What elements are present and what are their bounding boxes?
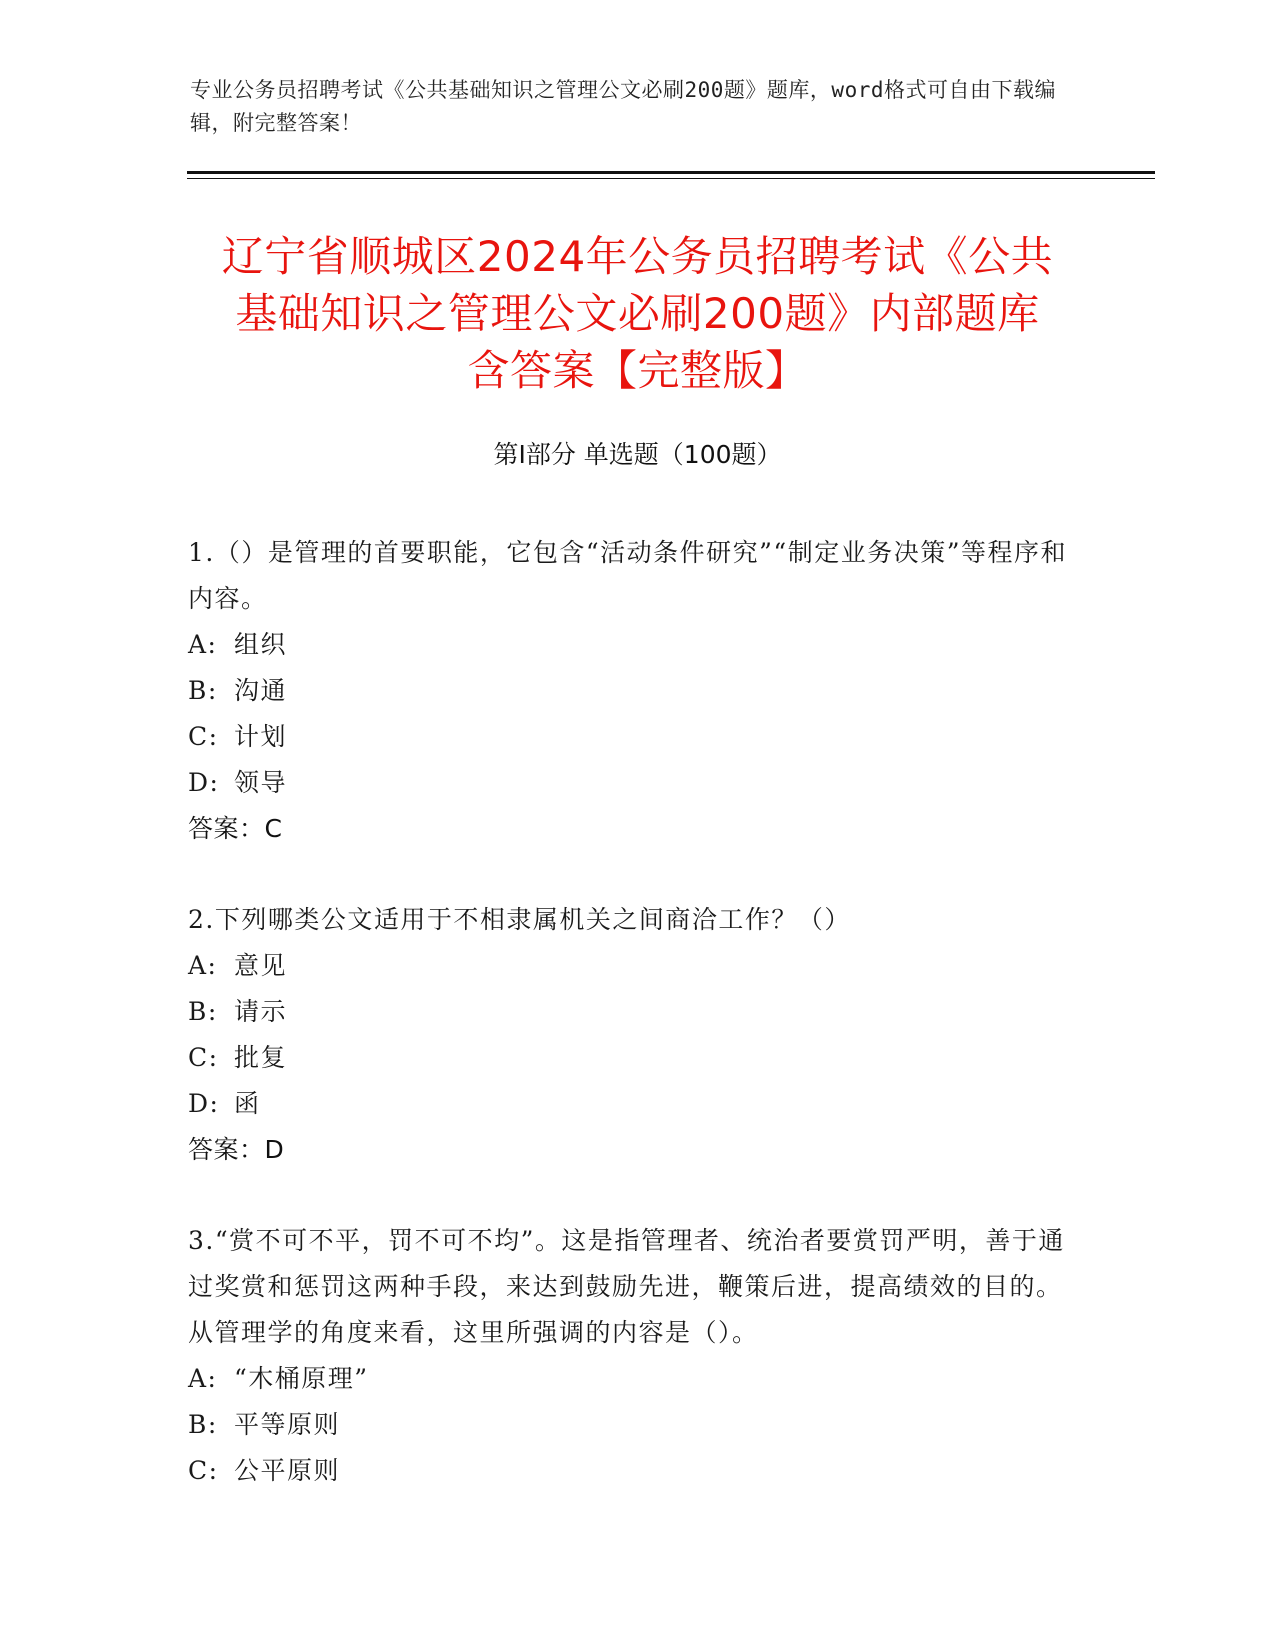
- option-text: 计划: [234, 722, 288, 751]
- option-c: [188, 1448, 1068, 1494]
- option-text: 组织: [234, 630, 288, 659]
- option-d: [188, 1081, 1068, 1127]
- question-stem: 1.（）是管理的首要职能，它包含“活动条件研究”“制定业务决策”等程序和内容。: [188, 538, 1067, 613]
- document-title: [150, 228, 1125, 399]
- question-stem: 2.下列哪类公文适用于不相隶属机关之间商洽工作？（）: [188, 905, 851, 934]
- title-line-2: 基础知识之管理公文必刷200题》内部题库: [235, 289, 1040, 338]
- option-key: B:: [188, 1410, 218, 1439]
- option-key: C:: [188, 1456, 219, 1485]
- question-1: [188, 530, 1068, 852]
- answer-line: 答案：D: [188, 1135, 285, 1164]
- title-line-3: 含答案【完整版】: [467, 346, 808, 395]
- option-text: 请示: [234, 997, 288, 1026]
- question-list: [188, 530, 1068, 1539]
- option-d: [188, 760, 1068, 806]
- option-key: A:: [188, 951, 218, 980]
- option-text: 批复: [234, 1043, 288, 1072]
- header-rule-thin: [187, 178, 1155, 179]
- option-b: [188, 668, 1068, 714]
- question-2: [188, 897, 1068, 1173]
- answer-line: 答案：C: [188, 814, 283, 843]
- option-key: D:: [188, 1089, 220, 1118]
- option-c: [188, 1035, 1068, 1081]
- header-rule-thick: [187, 171, 1155, 174]
- option-key: A:: [188, 630, 218, 659]
- option-a: [188, 622, 1068, 668]
- option-text: 函: [234, 1089, 261, 1118]
- option-b: [188, 989, 1068, 1035]
- option-key: D:: [188, 768, 220, 797]
- option-key: C:: [188, 722, 219, 751]
- option-text: 沟通: [234, 676, 288, 705]
- question-stem: 3.“赏不可不平，罚不可不均”。这是指管理者、统治者要赏罚严明，善于通过奖赏和惩罚这两种手段，来达到鼓励先进，鞭策后进，提高绩效的目的。从管理学的角度来看，这里所强调的内容是（）。: [188, 1226, 1065, 1347]
- option-key: B:: [188, 997, 218, 1026]
- title-line-1: 辽宁省顺城区2024年公务员招聘考试《公共: [221, 232, 1054, 281]
- option-text: 平等原则: [234, 1410, 341, 1439]
- option-a: [188, 943, 1068, 989]
- option-c: [188, 714, 1068, 760]
- option-key: C:: [188, 1043, 219, 1072]
- option-text: 意见: [234, 951, 288, 980]
- option-key: A:: [188, 1364, 218, 1393]
- header-note: 专业公务员招聘考试《公共基础知识之管理公文必刷200题》题库，word格式可自由下载编辑，附完整答案！: [190, 78, 1056, 135]
- option-key: B:: [188, 676, 218, 705]
- question-3: [188, 1218, 1068, 1494]
- section-heading: 第Ⅰ部分 单选题（100题）: [493, 440, 782, 469]
- option-a: [188, 1356, 1068, 1402]
- option-text: 领导: [234, 768, 288, 797]
- option-text: “木桶原理”: [234, 1364, 369, 1393]
- option-b: [188, 1402, 1068, 1448]
- option-text: 公平原则: [234, 1456, 341, 1485]
